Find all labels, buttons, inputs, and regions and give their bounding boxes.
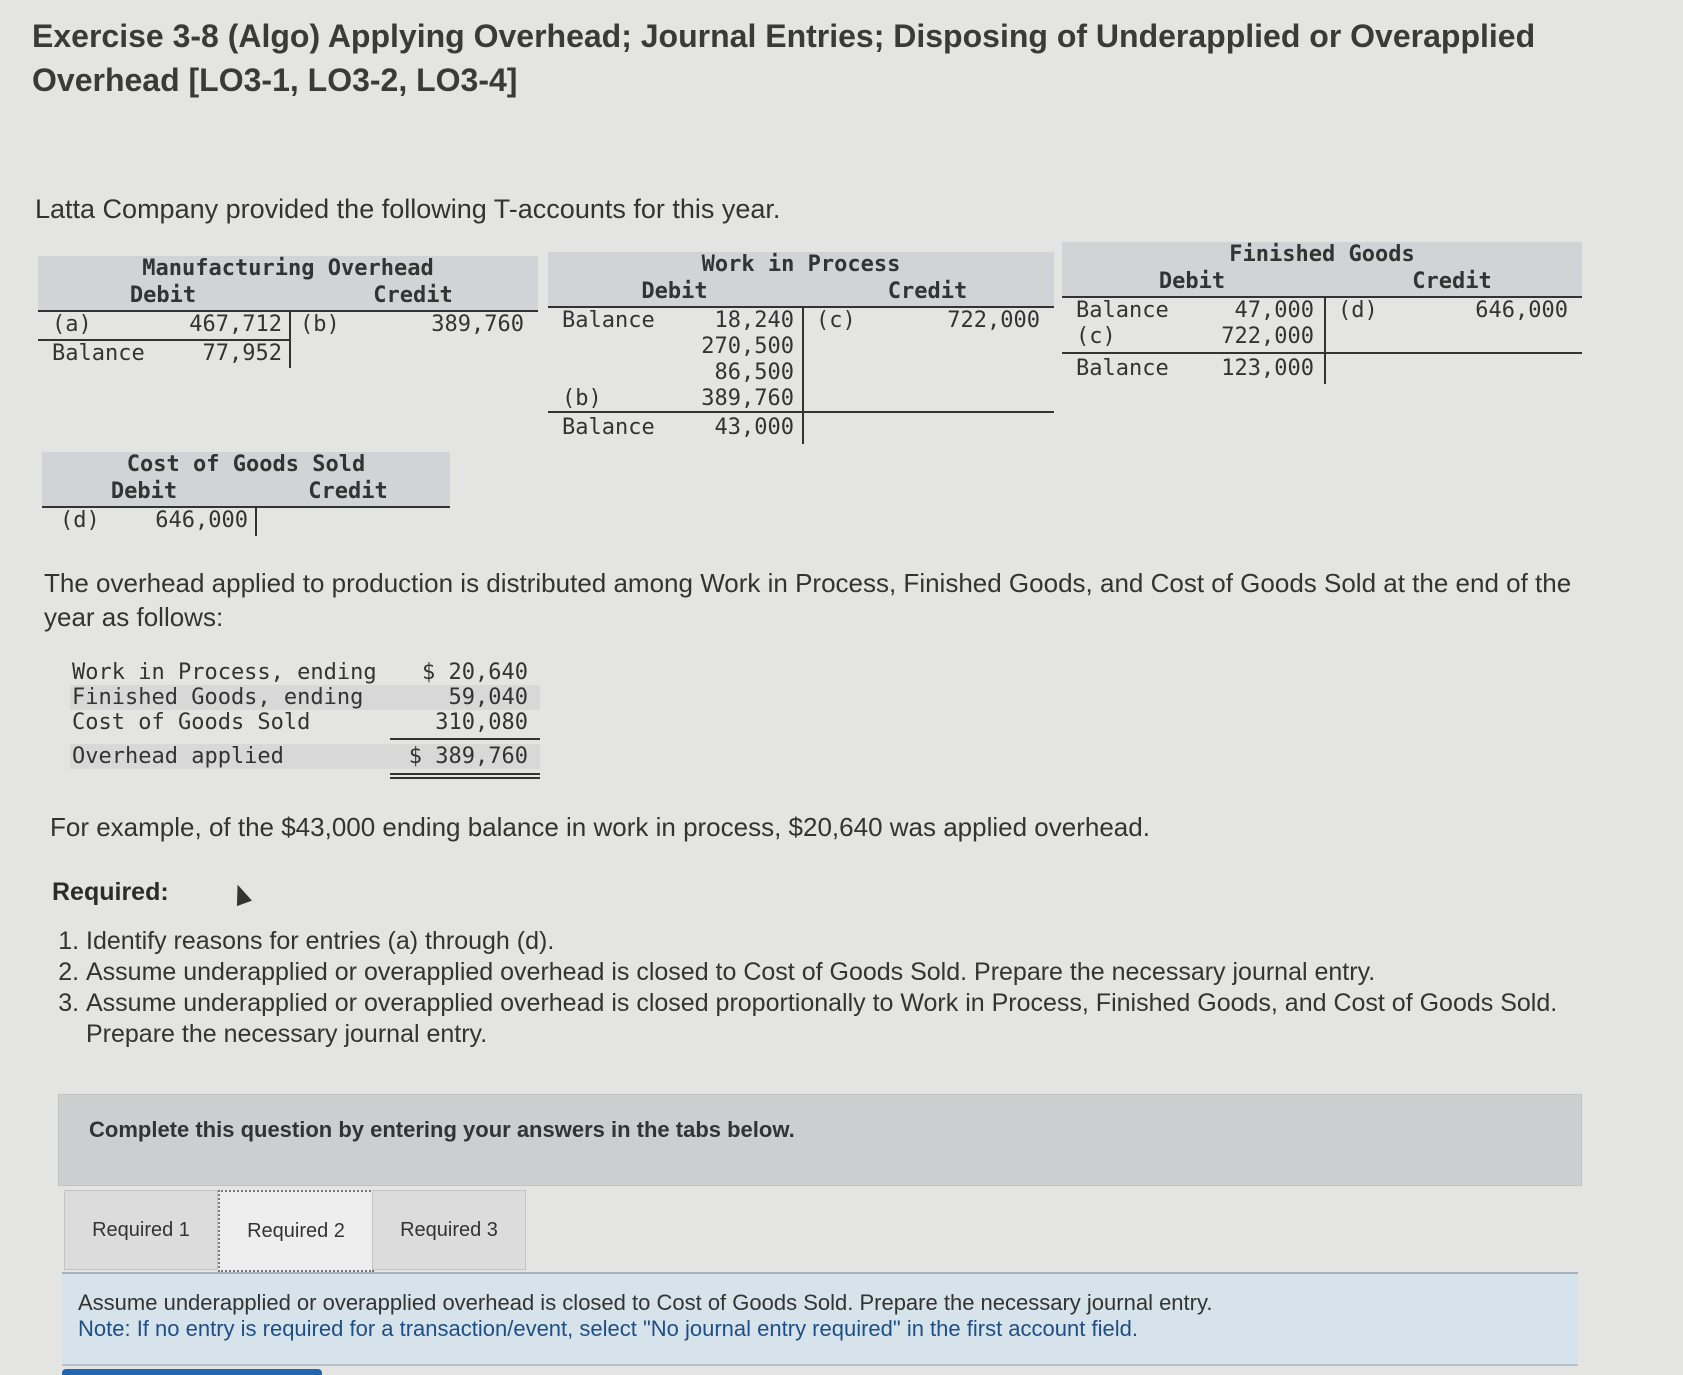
distribution-label: Cost of Goods Sold	[72, 710, 311, 735]
mouse-cursor-icon	[230, 882, 252, 906]
distribution-amount: $ 20,640	[422, 660, 528, 685]
t-account-cost-of-goods-sold	[42, 452, 450, 538]
entry-amount: 389,760	[701, 386, 794, 411]
entry-amount: 123,000	[1221, 356, 1314, 381]
entry-amount: 270,500	[701, 334, 794, 359]
table-row	[70, 710, 540, 735]
submit-button[interactable]	[62, 1369, 322, 1375]
entry-label: Balance	[1076, 298, 1169, 323]
entry-amount: 43,000	[714, 415, 794, 440]
entry-amount: 722,000	[947, 308, 1040, 333]
table-row	[70, 685, 540, 710]
list-item: 3. Assume underapplied or overapplied overhead is closed proportionally to Work in Process, Finished Goods, and Cost of Goods Sold. Prepare the necessary journal entry.	[86, 988, 1646, 1050]
distribution-label: Work in Process, ending	[72, 660, 377, 685]
entry-label: Balance	[562, 415, 655, 440]
entry-amount: 467,712	[189, 312, 282, 337]
t-account-name: Cost of Goods Sold	[126, 452, 366, 477]
distribution-text: The overhead applied to production is distributed among Work in Process, Finished Goods, and Cost of Goods Sold at the end of the year as follows:	[44, 568, 1572, 632]
instruction-text: Complete this question by entering your answers in the tabs below.	[89, 1117, 795, 1142]
entry-amount: 77,952	[202, 341, 282, 366]
entry-amount: 47,000	[1234, 298, 1314, 323]
entry-amount: 86,500	[714, 360, 794, 385]
entry-label: (d)	[60, 508, 100, 533]
credit-header: Credit	[887, 279, 968, 304]
credit-header: Credit	[1412, 269, 1492, 294]
entry-label: Balance	[1076, 356, 1169, 381]
distribution-label: Overhead applied	[72, 744, 284, 769]
entry-label: (b)	[300, 312, 340, 337]
required-heading: Required:	[52, 878, 169, 906]
distribution-amount: 310,080	[435, 710, 528, 735]
entry-amount: 389,760	[431, 312, 524, 337]
t-account-work-in-process	[548, 252, 1054, 448]
list-item: 2. Assume underapplied or overapplied overhead is closed to Cost of Goods Sold. Prepare the necessary journal entry.	[86, 957, 1646, 988]
panel-instruction: Assume underapplied or overapplied overhead is closed to Cost of Goods Sold. Prepare the necessary journal entry.	[78, 1290, 1213, 1315]
list-item: 1. Identify reasons for entries (a) through (d).	[86, 926, 1646, 957]
t-account-name: Manufacturing Overhead	[142, 256, 434, 281]
distribution-amount: $ 389,760	[408, 744, 528, 769]
tab-required-2[interactable]: Required 2	[218, 1190, 374, 1272]
debit-header: Debit	[641, 279, 708, 304]
entry-label: (a)	[52, 312, 92, 337]
entry-label: Balance	[562, 308, 655, 333]
exercise-title: Exercise 3-8 (Algo) Applying Overhead; Journal Entries; Disposing of Underapplied or Overapplied Overhead [LO3-1, LO3-2, LO3-4]	[32, 18, 1536, 98]
credit-header: Credit	[308, 479, 388, 504]
debit-header: Debit	[129, 283, 197, 308]
requirements-list	[52, 926, 1646, 1050]
tab-content-panel	[62, 1272, 1578, 1366]
distribution-amount: 59,040	[448, 685, 528, 710]
credit-header: Credit	[373, 283, 453, 308]
entry-amount: 646,000	[1475, 298, 1568, 323]
tab-required-3[interactable]: Required 3	[372, 1190, 526, 1270]
instruction-box	[58, 1094, 1582, 1186]
entry-amount: 18,240	[714, 308, 794, 333]
distribution-label: Finished Goods, ending	[72, 685, 364, 710]
entry-label: (d)	[1338, 298, 1378, 323]
example-text: For example, of the $43,000 ending balance in work in process, $20,640 was applied overhead.	[50, 812, 1150, 842]
table-row	[70, 660, 540, 685]
t-account-name: Work in Process	[701, 252, 901, 277]
entry-label: Balance	[52, 341, 145, 366]
entry-label: (c)	[816, 308, 856, 333]
entry-amount: 722,000	[1221, 324, 1314, 349]
debit-header: Debit	[110, 479, 178, 504]
table-row	[70, 744, 540, 769]
debit-header: Debit	[1158, 269, 1226, 294]
entry-amount: 646,000	[155, 508, 248, 533]
entry-label: (b)	[562, 386, 602, 411]
entry-label: (c)	[1076, 324, 1116, 349]
intro-text: Latta Company provided the following T-accounts for this year.	[35, 194, 781, 224]
t-account-manufacturing-overhead	[38, 256, 538, 372]
panel-note: Note: If no entry is required for a transaction/event, select "No journal entry required" in the first account field.	[78, 1316, 1138, 1341]
tab-required-1[interactable]: Required 1	[64, 1190, 218, 1270]
t-account-name: Finished Goods	[1229, 242, 1415, 267]
t-account-finished-goods	[1062, 242, 1582, 388]
